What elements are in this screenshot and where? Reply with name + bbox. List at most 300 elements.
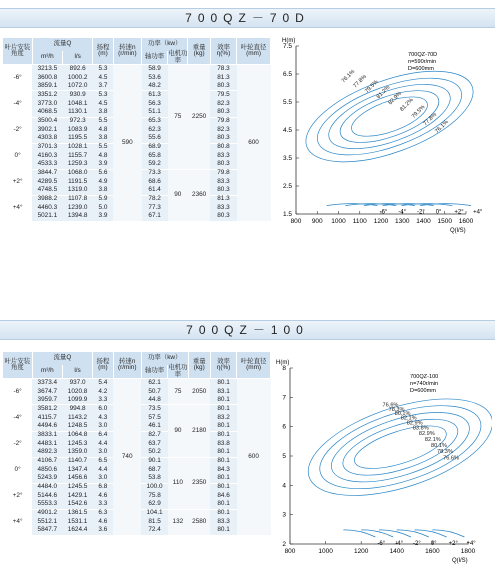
x-tick-label: 1300 <box>395 218 410 225</box>
angle-label: +2° <box>454 209 464 216</box>
flow-m3h-cell: 4901.2 <box>32 509 62 518</box>
angle-cell: 0° <box>3 457 32 483</box>
efficiency-label: 77.8% <box>352 73 368 90</box>
shaft-power-cell: 55.6 <box>142 134 168 143</box>
legend-line: D=600mm <box>410 388 436 394</box>
y-axis-label: H(m) <box>282 38 296 44</box>
weight-cell: 2250 <box>188 65 210 169</box>
efficiency-label: 76.6% <box>382 402 399 409</box>
x-tick-label: 1200 <box>353 548 369 555</box>
efficiency-label: 80.1% <box>394 411 411 418</box>
x-tick-label: 1500 <box>437 218 452 225</box>
flow-ls-cell: 1028.1 <box>63 143 93 152</box>
flow-ls-cell: 1239.0 <box>63 204 93 212</box>
flow-m3h-cell: 3773.0 <box>32 100 62 108</box>
flow-m3h-cell: 3213.5 <box>32 65 62 74</box>
lift-cell: 3.0 <box>93 422 113 431</box>
efficiency-label: 76.1% <box>340 68 357 85</box>
flow-m3h-cell: 3600.8 <box>32 74 62 82</box>
flow-ls-cell: 1259.3 <box>63 160 93 169</box>
flow-ls-cell: 1394.8 <box>63 212 93 220</box>
x-tick-label: 1600 <box>425 548 440 555</box>
flow-m3h-cell: 4494.6 <box>32 422 62 431</box>
legend-line: D=600mm <box>408 66 434 72</box>
speed-cell: 590 <box>113 65 141 221</box>
weight-cell: 2180 <box>188 405 210 457</box>
efficiency-cell: 83.2 <box>210 414 236 422</box>
efficiency-label: 83.8% <box>412 425 429 432</box>
lift-cell: 5.9 <box>93 195 113 204</box>
header-ls: l/s <box>63 51 93 65</box>
weight-cell: 2580 <box>188 509 210 535</box>
efficiency-contour <box>347 89 432 145</box>
efficiency-label: 82.9% <box>418 431 435 438</box>
efficiency-cell: 80.3 <box>210 186 236 195</box>
x-tick-label: 1400 <box>416 218 431 225</box>
efficiency-cell: 84.3 <box>210 466 236 474</box>
shaft-power-cell: 78.2 <box>142 195 168 204</box>
flow-m3h-cell: 4160.3 <box>32 152 62 160</box>
efficiency-cell: 80.1 <box>210 396 236 405</box>
angle-label: +4° <box>473 209 483 216</box>
x-tick-label: 1800 <box>460 548 476 555</box>
header-efficiency: 效率η(%) <box>210 352 236 379</box>
flow-m3h-cell: 3701.3 <box>32 143 62 152</box>
header-angle: 叶片安装角度 <box>3 38 32 65</box>
spec-table-700qz-70d <box>3 38 271 221</box>
flow-ls-cell: 1248.5 <box>62 422 92 431</box>
angle-label: -6° <box>377 540 386 547</box>
x-tick-label: 1600 <box>458 218 474 225</box>
efficiency-cell: 82.3 <box>210 126 236 134</box>
flow-ls-cell: 1155.7 <box>63 152 93 160</box>
efficiency-cell: 80.1 <box>210 422 236 431</box>
hq-curve <box>343 530 375 537</box>
x-tick-label: 1200 <box>373 218 389 225</box>
angle-cell: +2° <box>3 483 32 509</box>
angle-cell: -2° <box>3 431 32 457</box>
y-tick-label: 4.5 <box>282 127 292 134</box>
header-weight: 重量(kg) <box>188 352 210 379</box>
lift-cell: 3.0 <box>93 474 113 483</box>
header-angle: 叶片安装角度 <box>3 352 32 379</box>
angle-cell: -4° <box>3 405 32 431</box>
header-diameter: 叶轮直径(mm) <box>237 352 271 379</box>
y-tick-label: 6 <box>282 423 286 431</box>
lift-cell: 4.8 <box>93 152 113 160</box>
header-m3h: m³/h <box>32 51 62 65</box>
flow-ls-cell: 1000.2 <box>63 74 93 82</box>
weight-cell: 2350 <box>188 457 210 509</box>
shaft-power-cell: 53.8 <box>141 474 167 483</box>
motor-power-cell: 110 <box>168 457 188 509</box>
lift-cell: 3.9 <box>93 212 113 220</box>
section-title-700qz-100: 700QZ－100 <box>0 320 495 340</box>
shaft-power-cell: 90.1 <box>141 457 167 466</box>
efficiency-cell: 83.1 <box>210 388 236 396</box>
motor-power-cell: 75 <box>168 65 188 169</box>
shaft-power-cell: 62.1 <box>141 379 167 388</box>
shaft-power-cell: 50.7 <box>141 388 167 396</box>
lift-cell: 4.5 <box>93 100 113 108</box>
section-title-700qz-70d: 700QZ－70D <box>0 8 495 28</box>
y-tick-label: 1.5 <box>282 211 292 218</box>
efficiency-cell: 80.1 <box>210 457 236 466</box>
shaft-power-cell: 48.2 <box>142 82 168 91</box>
flow-m3h-cell: 3902.1 <box>32 126 62 134</box>
legend-line: 700QZ-100 <box>410 374 439 380</box>
efficiency-contour <box>294 53 484 181</box>
flow-ls-cell: 1195.5 <box>63 134 93 143</box>
spec-table-700qz-100 <box>3 352 271 535</box>
flow-m3h-cell: 5144.6 <box>32 492 62 500</box>
efficiency-cell: 78.3 <box>210 65 236 74</box>
x-tick-label: 1000 <box>331 218 346 225</box>
y-axis-label: H(m) <box>276 360 290 366</box>
x-tick-label: 800 <box>284 548 296 555</box>
x-tick-label: 800 <box>290 218 302 225</box>
flow-ls-cell: 1099.9 <box>62 396 92 405</box>
efficiency-cell: 83.3 <box>210 178 236 186</box>
lift-cell: 5.4 <box>93 379 113 388</box>
table-row <box>3 379 271 388</box>
table-row <box>3 65 271 74</box>
efficiency-cell: 80.1 <box>210 379 236 388</box>
x-axis-label: Q(l/S) <box>450 228 466 234</box>
efficiency-cell: 80.3 <box>210 108 236 117</box>
lift-cell: 4.8 <box>93 126 113 134</box>
flow-ls-cell: 994.8 <box>62 405 92 414</box>
header-shaft-power: 轴功率 <box>142 51 168 65</box>
shaft-power-cell: 77.3 <box>142 204 168 212</box>
flow-ls-cell: 1083.9 <box>63 126 93 134</box>
flow-ls-cell: 930.9 <box>63 91 93 100</box>
angle-cell: -6° <box>3 65 32 91</box>
angle-cell: +4° <box>3 195 32 221</box>
lift-cell: 4.6 <box>93 518 113 526</box>
shaft-power-cell: 65.3 <box>142 117 168 126</box>
diameter-cell: 600 <box>237 65 271 221</box>
header-shaft-power: 轴功率 <box>141 365 167 379</box>
y-tick-label: 8 <box>282 365 286 372</box>
flow-m3h-cell: 3859.1 <box>32 82 62 91</box>
flow-ls-cell: 1107.8 <box>63 195 93 204</box>
flow-ls-cell: 892.6 <box>63 65 93 74</box>
lift-cell: 5.6 <box>93 169 113 178</box>
flow-m3h-cell: 4892.3 <box>32 448 62 457</box>
efficiency-label: 77.8% <box>422 111 439 128</box>
motor-power-cell: 132 <box>168 509 188 535</box>
flow-m3h-cell: 4483.1 <box>32 440 62 448</box>
lift-cell: 3.3 <box>93 500 113 509</box>
shaft-power-cell: 68.9 <box>142 143 168 152</box>
lift-cell: 3.8 <box>93 186 113 195</box>
header-motor-power: 电机功率 <box>168 364 188 378</box>
flow-m3h-cell: 3988.2 <box>32 195 62 204</box>
shaft-power-cell: 81.5 <box>141 518 167 526</box>
angle-label: -6° <box>379 209 388 216</box>
flow-m3h-cell: 3351.2 <box>32 91 62 100</box>
shaft-power-cell: 51.1 <box>142 108 168 117</box>
header-lift: 扬程(m) <box>93 38 113 65</box>
performance-chart-700qz-100 <box>272 358 492 566</box>
angle-label: +4° <box>466 540 476 547</box>
flow-m3h-cell: 4484.0 <box>32 483 62 492</box>
efficiency-cell: 80.1 <box>210 509 236 518</box>
angle-label: +2° <box>448 540 458 547</box>
shaft-power-cell: 44.8 <box>141 396 167 405</box>
efficiency-label: 78.3% <box>437 449 453 456</box>
lift-cell: 5.0 <box>93 204 113 212</box>
efficiency-cell: 80.1 <box>210 448 236 457</box>
efficiency-cell: 83.8 <box>210 440 236 448</box>
flow-m3h-cell: 4748.5 <box>32 186 62 195</box>
shaft-power-cell: 58.9 <box>142 65 168 74</box>
flow-m3h-cell: 5553.3 <box>32 500 62 509</box>
speed-cell: 740 <box>113 379 141 535</box>
header-speed: 转速n (r/min) <box>113 38 141 65</box>
shaft-power-cell: 56.3 <box>142 100 168 108</box>
lift-cell: 5.5 <box>93 143 113 152</box>
efficiency-label: 79.5% <box>364 79 380 95</box>
flow-ls-cell: 1072.0 <box>63 82 93 91</box>
efficiency-cell: 80.8 <box>210 143 236 152</box>
shaft-power-cell: 61.4 <box>142 186 168 195</box>
lift-cell: 5.3 <box>93 65 113 74</box>
header-ls: l/s <box>62 365 92 379</box>
angle-cell: +4° <box>3 509 32 535</box>
efficiency-label: 82.9% <box>406 420 423 427</box>
flow-ls-cell: 1429.1 <box>62 492 92 500</box>
angle-label: -2° <box>417 209 425 216</box>
lift-cell: 3.3 <box>93 396 113 405</box>
legend-line: n=740r/min <box>410 381 439 387</box>
flow-m3h-cell: 4460.3 <box>32 204 62 212</box>
header-power: 功率（kw） <box>141 352 188 365</box>
flow-m3h-cell: 4303.8 <box>32 134 62 143</box>
shaft-power-cell: 75.8 <box>141 492 167 500</box>
legend-line: n=590r/min <box>408 59 437 65</box>
efficiency-cell: 81.3 <box>210 195 236 204</box>
flow-ls-cell: 1359.0 <box>62 448 92 457</box>
flow-m3h-cell: 5512.1 <box>32 518 62 526</box>
efficiency-cell: 81.3 <box>210 74 236 82</box>
flow-ls-cell: 1143.2 <box>62 414 92 422</box>
lift-cell: 4.9 <box>93 178 113 186</box>
lift-cell: 6.8 <box>93 483 113 492</box>
flow-ls-cell: 1347.4 <box>62 466 92 474</box>
x-tick-label: 1000 <box>318 548 333 555</box>
efficiency-label: 78.3% <box>388 406 405 413</box>
shaft-power-cell: 63.7 <box>141 440 167 448</box>
header-power: 功率（kw） <box>142 38 188 51</box>
shaft-power-cell: 68.6 <box>142 178 168 186</box>
y-tick-label: 5 <box>282 453 286 460</box>
flow-m3h-cell: 5021.1 <box>32 212 62 220</box>
flow-m3h-cell: 4068.5 <box>32 108 62 117</box>
shaft-power-cell: 73.5 <box>141 405 167 414</box>
y-tick-label: 2 <box>282 541 286 548</box>
angle-label: -2° <box>413 540 421 547</box>
shaft-power-cell: 46.1 <box>141 422 167 431</box>
efficiency-label: 82.9% <box>387 90 403 107</box>
lift-cell: 5.3 <box>93 91 113 100</box>
efficiency-cell: 79.8 <box>210 117 236 126</box>
y-tick-label: 6.5 <box>282 71 292 78</box>
header-weight: 重量(kg) <box>188 38 210 65</box>
header-flow: 流量Q <box>32 38 93 51</box>
flow-ls-cell: 1531.1 <box>62 518 92 526</box>
flow-ls-cell: 1068.0 <box>63 169 93 178</box>
lift-cell: 4.4 <box>93 466 113 474</box>
y-tick-label: 3.5 <box>282 155 292 162</box>
header-efficiency: 效率η(%) <box>210 38 236 65</box>
shaft-power-cell: 62.9 <box>141 500 167 509</box>
angle-cell: -6° <box>3 379 32 405</box>
efficiency-label: 81.2% <box>375 84 392 101</box>
efficiency-cell: 80.1 <box>210 483 236 492</box>
shaft-power-cell: 72.4 <box>141 526 167 534</box>
flow-m3h-cell: 5847.7 <box>32 526 62 534</box>
efficiency-cell: 84.6 <box>210 492 236 500</box>
flow-m3h-cell: 4115.7 <box>32 414 62 422</box>
performance-chart-700qz-70d <box>278 36 490 236</box>
lift-cell: 6.0 <box>93 405 113 414</box>
diameter-cell: 600 <box>237 379 271 535</box>
lift-cell: 3.8 <box>93 108 113 117</box>
flow-ls-cell: 1542.6 <box>62 500 92 509</box>
flow-m3h-cell: 3844.7 <box>32 169 62 178</box>
lift-cell: 4.6 <box>93 492 113 500</box>
x-axis-label: Q(l/S) <box>452 558 468 564</box>
angle-cell: 0° <box>3 143 32 169</box>
shaft-power-cell: 59.2 <box>142 160 168 169</box>
efficiency-label: 76.1% <box>434 119 450 135</box>
flow-ls-cell: 1064.8 <box>62 431 92 440</box>
flow-m3h-cell: 4850.6 <box>32 466 62 474</box>
efficiency-label: 76.6% <box>443 455 459 462</box>
motor-power-cell: 75 <box>168 379 188 405</box>
y-tick-label: 7.5 <box>282 43 292 50</box>
shaft-power-cell: 100.0 <box>141 483 167 492</box>
flow-ls-cell: 1245.3 <box>62 440 92 448</box>
angle-label: 0° <box>435 209 442 216</box>
shaft-power-cell: 61.3 <box>142 91 168 100</box>
shaft-power-cell: 62.3 <box>142 126 168 134</box>
flow-m3h-cell: 3674.7 <box>32 388 62 396</box>
efficiency-cell: 83.3 <box>210 152 236 160</box>
angle-cell: +2° <box>3 169 32 195</box>
shaft-power-cell: 82.7 <box>141 431 167 440</box>
header-lift: 扬程(m) <box>93 352 113 379</box>
motor-power-cell: 90 <box>168 405 188 457</box>
weight-cell: 2360 <box>188 169 210 221</box>
header-motor-power: 电机功率 <box>168 50 188 64</box>
lift-cell: 6.3 <box>93 509 113 518</box>
efficiency-cell: 82.3 <box>210 100 236 108</box>
shaft-power-cell: 73.3 <box>142 169 168 178</box>
efficiency-label: 80.1% <box>430 442 447 449</box>
flow-ls-cell: 1130.1 <box>63 108 93 117</box>
efficiency-label: 82.1% <box>424 436 441 443</box>
lift-cell: 5.5 <box>93 117 113 126</box>
header-diameter: 叶轮直径(mm) <box>237 38 271 65</box>
motor-power-cell: 90 <box>168 169 188 221</box>
legend-line: 700QZ-70D <box>408 52 438 58</box>
lift-cell: 4.5 <box>93 74 113 82</box>
y-tick-label: 4 <box>282 482 286 490</box>
header-m3h: m³/h <box>32 365 62 379</box>
lift-cell: 3.9 <box>93 160 113 169</box>
shaft-power-cell: 68.7 <box>141 466 167 474</box>
angle-cell: -4° <box>3 91 32 117</box>
y-tick-label: 7 <box>282 394 286 402</box>
efficiency-cell: 83.3 <box>210 518 236 526</box>
flow-m3h-cell: 4533.3 <box>32 160 62 169</box>
efficiency-label: 81.2% <box>399 97 415 113</box>
lift-cell: 3.6 <box>93 526 113 534</box>
lift-cell: 4.2 <box>93 388 113 396</box>
x-tick-label: 900 <box>311 218 323 225</box>
flow-m3h-cell: 4106.7 <box>32 457 62 466</box>
y-tick-label: 5.5 <box>282 99 292 106</box>
flow-ls-cell: 1140.7 <box>62 457 92 466</box>
lift-cell: 3.7 <box>93 82 113 91</box>
flow-m3h-cell: 4289.5 <box>32 178 62 186</box>
efficiency-cell: 83.3 <box>210 204 236 212</box>
efficiency-cell: 80.1 <box>210 405 236 414</box>
efficiency-cell: 80.1 <box>210 526 236 534</box>
y-tick-label: 2.5 <box>282 183 292 190</box>
efficiency-contour <box>297 379 492 514</box>
efficiency-label: 79.5% <box>410 104 427 120</box>
angle-label: 0° <box>430 540 437 547</box>
efficiency-cell: 80.1 <box>210 431 236 440</box>
lift-cell: 6.5 <box>93 457 113 466</box>
x-tick-label: 1100 <box>352 218 367 225</box>
efficiency-cell: 79.8 <box>210 169 236 178</box>
angle-label: -4° <box>395 540 403 547</box>
efficiency-cell: 80.3 <box>210 160 236 169</box>
shaft-power-cell: 67.1 <box>142 212 168 220</box>
shaft-power-cell: 57.5 <box>141 414 167 422</box>
flow-m3h-cell: 3373.4 <box>32 379 62 388</box>
flow-ls-cell: 972.3 <box>63 117 93 126</box>
y-tick-label: 3 <box>282 511 286 519</box>
flow-ls-cell: 1191.5 <box>63 178 93 186</box>
angle-cell: -2° <box>3 117 32 143</box>
weight-cell: 2050 <box>188 379 210 405</box>
efficiency-cell: 79.5 <box>210 91 236 100</box>
flow-ls-cell: 1020.8 <box>62 388 92 396</box>
header-speed: 转速n (r/min) <box>113 352 141 379</box>
flow-ls-cell: 1361.5 <box>62 509 92 518</box>
flow-ls-cell: 1456.6 <box>62 474 92 483</box>
efficiency-cell: 80.3 <box>210 212 236 220</box>
efficiency-cell: 80.3 <box>210 82 236 91</box>
x-tick-label: 1400 <box>389 548 405 555</box>
efficiency-label: 82.1% <box>400 415 417 422</box>
lift-cell: 6.4 <box>93 431 113 440</box>
flow-ls-cell: 1319.0 <box>63 186 93 195</box>
flow-m3h-cell: 3500.4 <box>32 117 62 126</box>
flow-ls-cell: 1245.5 <box>62 483 92 492</box>
flow-m3h-cell: 3959.7 <box>32 396 62 405</box>
shaft-power-cell: 50.2 <box>141 448 167 457</box>
efficiency-cell: 80.1 <box>210 500 236 509</box>
flow-ls-cell: 1624.4 <box>62 526 92 534</box>
flow-m3h-cell: 3833.1 <box>32 431 62 440</box>
